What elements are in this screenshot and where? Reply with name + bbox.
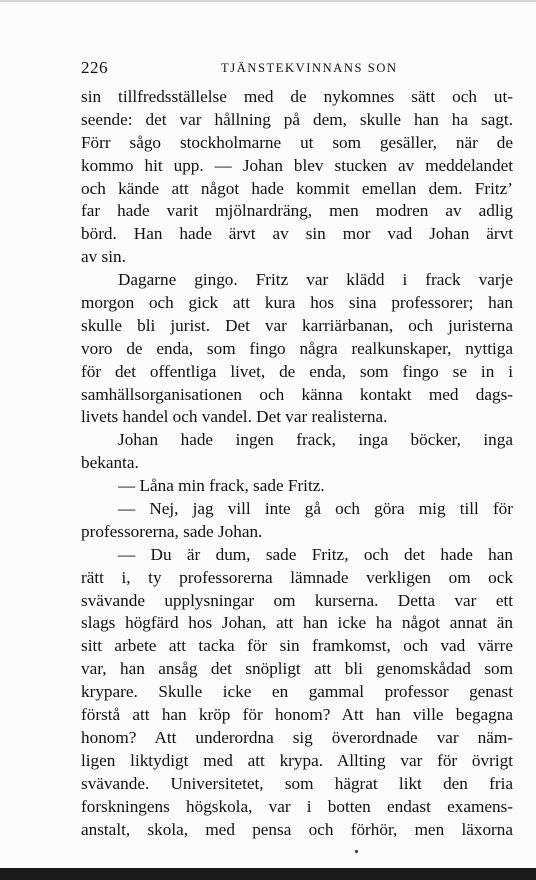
- text-line: var, han ansåg det snöpligt att bli genomskådad som: [81, 659, 513, 679]
- text-line: krypare. Skulle icke en gammal professor genast: [81, 682, 513, 702]
- text-line: sin tillfredsställelse med de nykomnes sätt och ut-: [81, 87, 513, 106]
- text-line: anstalt, skola, med pensa och förhör, men läxorna: [81, 819, 513, 839]
- text-line: seende: det var hållning på dem, skulle han ha sagt.: [81, 109, 513, 129]
- text-line: skulle bli jurist. Det var karriärbanan, och juristerna: [81, 315, 513, 335]
- text-line: börd. Han hade ärvt av sin mor vad Johan ärvt: [81, 224, 513, 244]
- text-line: för det offentliga livet, de enda, som fingo se in i: [81, 361, 513, 381]
- text-line: Dagarne gingo. Fritz var klädd i frack varje: [118, 270, 513, 290]
- text-line: professorerna, sade Johan.: [81, 521, 263, 541]
- text-line: förstå att han kröp för honom? Att han ville begagna: [81, 705, 513, 725]
- page-bottom-edge: [0, 868, 536, 880]
- text-line: voro de enda, som fingo några realkunskaper, nyttiga: [81, 338, 513, 358]
- text-line: samhällsorganisationen och känna kontakt med dags-: [81, 384, 513, 404]
- text-line: far hade varit mjölnardräng, men modren av adlig: [81, 201, 513, 221]
- text-line: kommo hit upp. — Johan blev stucken av meddelandet: [81, 155, 513, 175]
- text-line: och kände att något hade kommit emellan dem. Fritz’: [81, 178, 513, 198]
- printer-mark: [355, 850, 358, 853]
- page-top-edge: [0, 0, 536, 2]
- text-line: slags högfärd hos Johan, att han icke ha något annat än: [81, 613, 513, 633]
- text-line: bekanta.: [81, 453, 139, 473]
- running-title: TJÄNSTEKVINNANS SON: [221, 61, 398, 75]
- text-line: livets handel och vandel. Det var realisterna.: [81, 407, 388, 427]
- text-line: rätt i, ty professorerna lämnade verkligen om ock: [81, 567, 513, 587]
- text-line: ligen liktydigt med att krypa. Allting var för övrigt: [81, 750, 513, 770]
- text-line: svävande. Universitetet, som hägrat likt den fria: [81, 773, 513, 793]
- text-line: svävande upplysningar om kurserna. Detta var ett: [81, 590, 513, 610]
- page-header: [81, 58, 513, 80]
- page-number: 226: [81, 58, 108, 77]
- text-line: — Låna min frack, sade Fritz.: [118, 476, 325, 496]
- body-text: [81, 86, 513, 841]
- text-line: Johan hade ingen frack, inga böcker, inga: [118, 430, 513, 450]
- text-line: — Du är dum, sade Fritz, och det hade han: [118, 544, 513, 564]
- text-line: — Nej, jag vill inte gå och göra mig till för: [118, 499, 513, 519]
- text-line: av sin.: [81, 247, 126, 267]
- text-line: sitt arbete att tacka för sin framkomst, och vad värre: [81, 636, 513, 656]
- text-line: morgon och gick att kura hos sina professorer; han: [81, 293, 513, 313]
- text-line: Förr sågo stockholmarne ut som gesäller, när de: [81, 132, 513, 152]
- text-line: honom? Att underordna sig överordnade var näm-: [81, 727, 513, 747]
- text-line: forskningens högskola, var i botten endast examens-: [81, 796, 513, 816]
